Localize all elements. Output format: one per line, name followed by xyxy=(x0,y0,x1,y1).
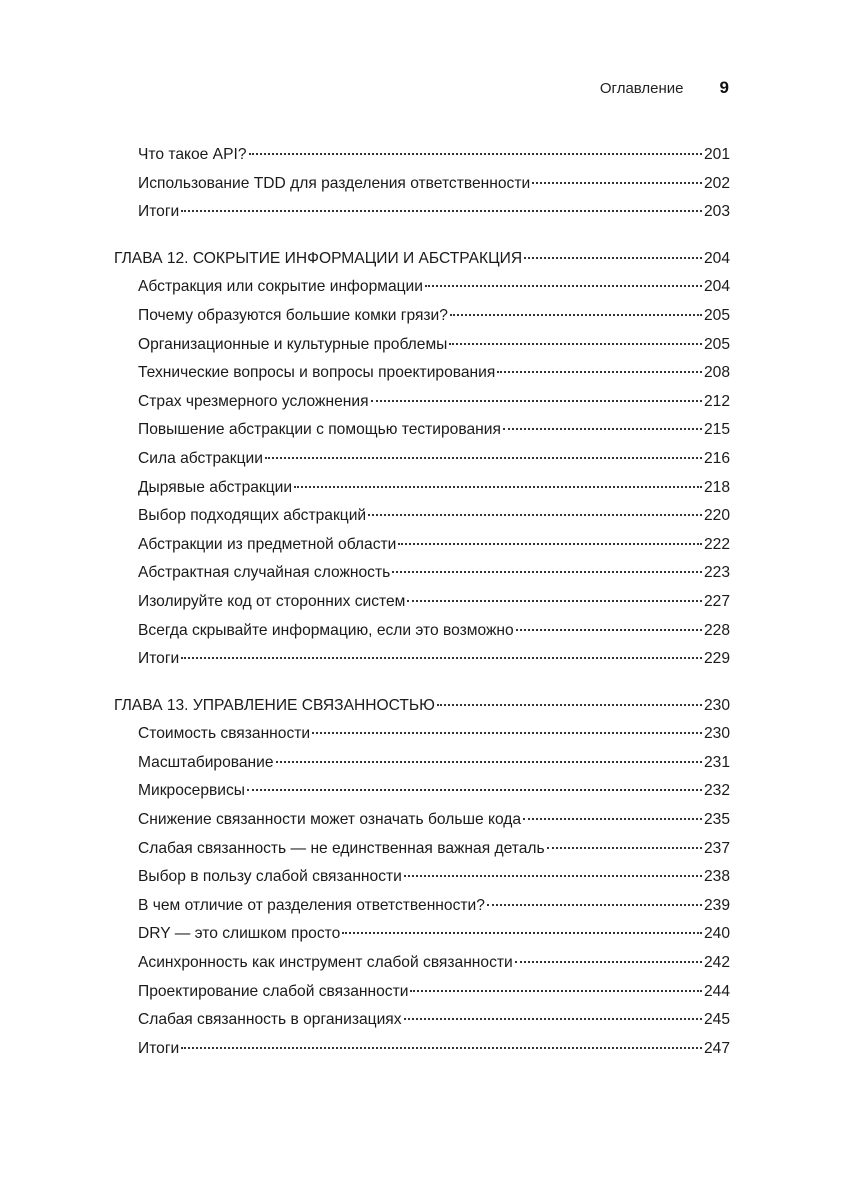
dot-leader xyxy=(497,371,702,373)
page-ref: 202 xyxy=(703,174,730,192)
dot-leader xyxy=(547,847,702,849)
dot-leader xyxy=(487,904,702,906)
entry-title: Проектирование слабой связанности xyxy=(138,982,409,1000)
entry-title: Сила абстракции xyxy=(138,449,263,467)
entry-title: Асинхронность как инструмент слабой связанности xyxy=(138,954,513,972)
page-ref: 240 xyxy=(703,925,730,943)
entry-title: Что такое API? xyxy=(138,146,247,163)
toc-entry-row xyxy=(0,331,730,360)
dot-leader xyxy=(449,343,702,345)
entry-title: Изолируйте код от сторонних систем xyxy=(138,592,406,610)
page-ref: 223 xyxy=(703,564,730,582)
dot-leader xyxy=(404,1018,702,1020)
toc-entry-row xyxy=(0,474,730,503)
dot-leader xyxy=(181,210,702,212)
page-ref: 232 xyxy=(703,782,730,800)
entry-title: Дырявые абстракции xyxy=(138,478,293,496)
toc-entry-row xyxy=(0,1035,730,1064)
page-ref: 228 xyxy=(703,621,730,639)
page-ref: 205 xyxy=(703,306,730,324)
page-ref: 238 xyxy=(703,868,730,886)
dot-leader xyxy=(410,990,702,992)
entry-title: Страх чрезмерного усложнения xyxy=(138,392,369,410)
dot-leader xyxy=(342,932,702,934)
entry-title: Организационные и культурные проблемы xyxy=(138,335,448,353)
entry-title: Абстракции из предметной области xyxy=(138,535,397,553)
page-ref: 201 xyxy=(703,146,730,163)
dot-leader xyxy=(398,543,702,545)
page-ref: 216 xyxy=(703,449,730,467)
dot-leader xyxy=(532,182,702,184)
page-ref: 204 xyxy=(703,278,730,296)
entry-title: Повышение абстракции с помощью тестирования xyxy=(138,421,501,439)
dot-leader xyxy=(515,961,702,963)
toc-chapter-row xyxy=(0,245,730,274)
dot-leader xyxy=(181,1047,702,1049)
page-ref: 245 xyxy=(703,1011,730,1029)
dot-leader xyxy=(407,600,702,602)
toc-entry-row xyxy=(0,502,730,531)
toc-entry-row xyxy=(0,141,730,170)
toc-entry-row xyxy=(0,359,730,388)
entry-title: DRY — это слишком просто xyxy=(138,925,341,943)
toc-entry-row xyxy=(0,302,730,331)
toc-entry-row xyxy=(0,777,730,806)
page-ref: 247 xyxy=(703,1039,730,1057)
chapter-title: ГЛАВА 12. СОКРЫТИЕ ИНФОРМАЦИИ И АБСТРАКЦИЯ xyxy=(114,249,523,267)
page-ref: 205 xyxy=(703,335,730,353)
toc-entry-row xyxy=(0,1006,730,1035)
toc-entry-row xyxy=(0,388,730,417)
toc-entry-row xyxy=(0,978,730,1007)
entry-title: Итоги xyxy=(138,203,180,221)
entry-title: Всегда скрывайте информацию, если это возможно xyxy=(138,621,514,639)
dot-leader xyxy=(294,486,702,488)
toc-entry-row xyxy=(0,645,730,674)
toc-entry-row xyxy=(0,749,730,778)
chapter-title: ГЛАВА 13. УПРАВЛЕНИЕ СВЯЗАННОСТЬЮ xyxy=(114,696,435,714)
entry-title: Итоги xyxy=(138,650,180,668)
toc-entry-row xyxy=(0,531,730,560)
page-ref: 222 xyxy=(703,535,730,553)
toc-entry-row xyxy=(0,445,730,474)
page-ref: 237 xyxy=(703,839,730,857)
dot-leader xyxy=(312,732,702,734)
dot-leader xyxy=(368,514,702,516)
entry-title: Микросервисы xyxy=(138,782,246,800)
toc-entry-row xyxy=(0,170,730,199)
entry-title: Снижение связанности может означать больше кода xyxy=(138,811,522,829)
entry-title: Выбор подходящих абстракций xyxy=(138,507,367,525)
dot-leader xyxy=(503,428,702,430)
toc-entry-row xyxy=(0,198,730,227)
toc-chapter-row xyxy=(0,692,730,721)
entry-title: Использование TDD для разделения ответственности xyxy=(138,174,531,192)
table-of-contents xyxy=(0,141,849,1063)
entry-title: Почему образуются большие комки грязи? xyxy=(138,306,448,324)
toc-entry-row xyxy=(0,949,730,978)
page-ref: 218 xyxy=(703,478,730,496)
toc-entry-row xyxy=(0,559,730,588)
toc-entry-row xyxy=(0,588,730,617)
entry-title: Стоимость связанности xyxy=(138,725,311,743)
entry-title: Слабая связанность в организациях xyxy=(138,1011,402,1029)
toc-entry-row xyxy=(0,806,730,835)
dot-leader xyxy=(425,285,702,287)
running-head xyxy=(600,78,729,98)
page-ref: 215 xyxy=(703,421,730,439)
page-ref: 235 xyxy=(703,811,730,829)
page-ref: 203 xyxy=(703,203,730,221)
dot-leader xyxy=(247,789,702,791)
toc-entry-row xyxy=(0,835,730,864)
page-ref: 212 xyxy=(703,392,730,410)
toc-entry-row xyxy=(0,617,730,646)
page-ref: 244 xyxy=(703,982,730,1000)
toc-entry-row xyxy=(0,863,730,892)
dot-leader xyxy=(516,629,702,631)
entry-title: Абстрактная случайная сложность xyxy=(138,564,391,582)
dot-leader xyxy=(181,657,702,659)
page-ref: 229 xyxy=(703,650,730,668)
page-ref: 204 xyxy=(703,249,730,267)
toc-entry-row xyxy=(0,273,730,302)
page-ref: 242 xyxy=(703,954,730,972)
running-head-title: Оглавление xyxy=(599,80,684,97)
toc-entry-row xyxy=(0,920,730,949)
toc-entry-row xyxy=(0,416,730,445)
entry-title: Слабая связанность — не единственная важная деталь xyxy=(138,839,545,857)
page-ref: 239 xyxy=(703,896,730,914)
toc-entry-row xyxy=(0,892,730,921)
dot-leader xyxy=(523,818,702,820)
page-number: 9 xyxy=(719,78,729,97)
dot-leader xyxy=(392,571,702,573)
dot-leader xyxy=(450,314,702,316)
entry-title: В чем отличие от разделения ответственности? xyxy=(138,896,485,914)
dot-leader xyxy=(404,875,702,877)
dot-leader xyxy=(524,257,702,259)
entry-title: Итоги xyxy=(138,1039,180,1057)
page-ref: 208 xyxy=(703,364,730,382)
entry-title: Абстракция или сокрытие информации xyxy=(138,278,423,296)
dot-leader xyxy=(371,400,702,402)
toc-entry-row xyxy=(0,720,730,749)
page-ref: 230 xyxy=(703,696,730,714)
entry-title: Выбор в пользу слабой связанности xyxy=(138,868,402,886)
dot-leader xyxy=(437,704,702,706)
dot-leader xyxy=(276,761,702,763)
page-ref: 231 xyxy=(703,753,730,771)
page-ref: 227 xyxy=(703,592,730,610)
page-ref: 230 xyxy=(703,725,730,743)
entry-title: Технические вопросы и вопросы проектирования xyxy=(138,364,496,382)
entry-title: Масштабирование xyxy=(138,753,274,771)
page-ref: 220 xyxy=(703,507,730,525)
dot-leader xyxy=(265,457,702,459)
dot-leader xyxy=(249,153,702,155)
